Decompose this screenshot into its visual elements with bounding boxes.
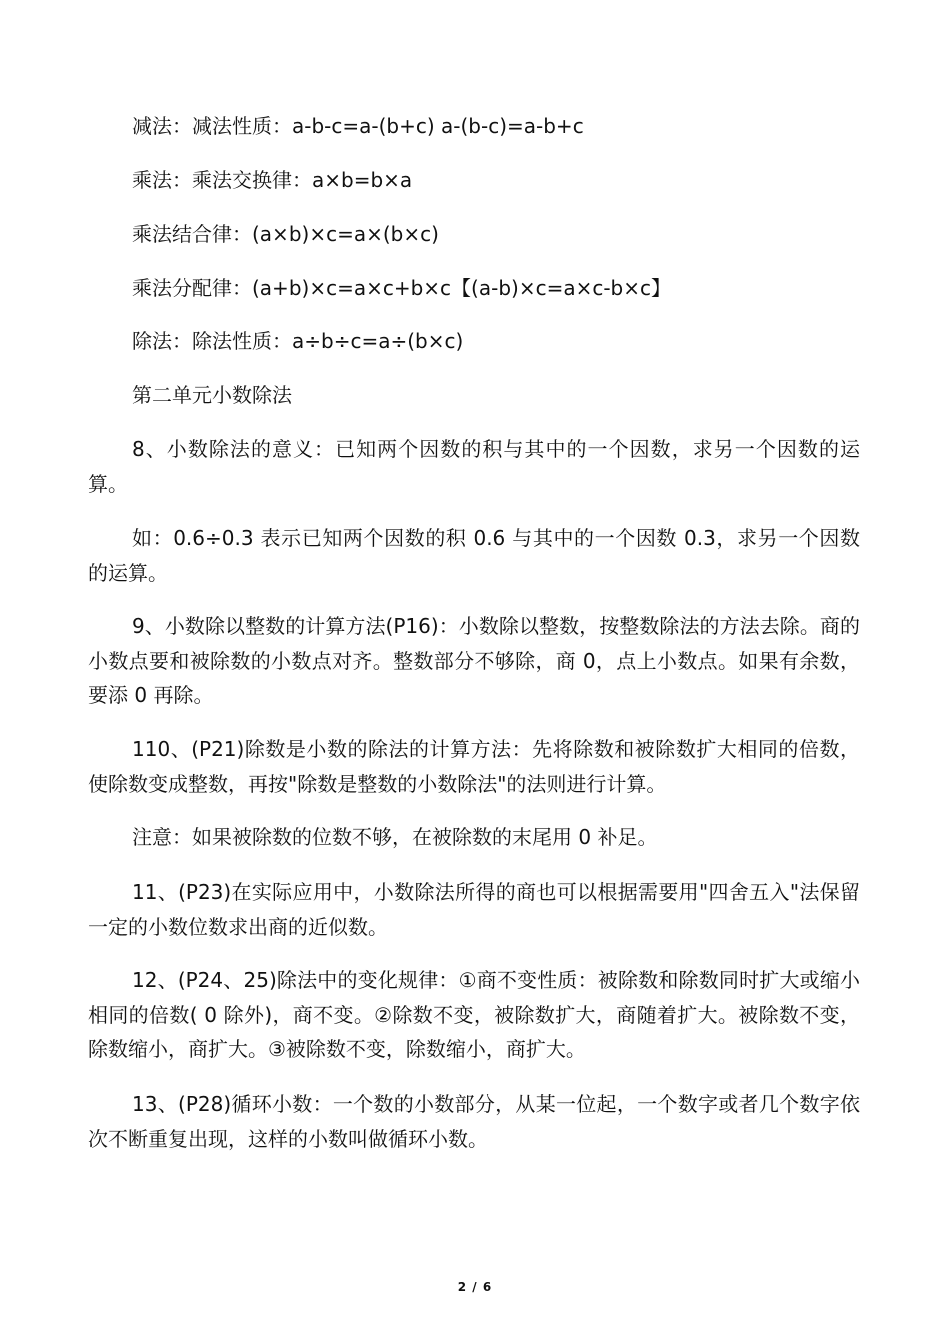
subtraction-property-line: 减法：减法性质：a-b-c=a-(b+c) a-(b-c)=a-b+c xyxy=(132,114,584,138)
paragraph-8-example: 如：0.6÷0.3 表示已知两个因数的积 0.6 与其中的一个因数 0.3，求另一个因数的运算。 xyxy=(88,526,860,585)
multiplication-associative-line: 乘法结合律：(a×b)×c=a×(b×c) xyxy=(132,222,439,246)
division-property-line: 除法：除法性质：a÷b÷c=a÷(b×c) xyxy=(132,329,464,353)
paragraph-11: 11、(P23)在实际应用中，小数除法所得的商也可以根据需要用"四舍五入"法保留一定的小数位数求出商的近似数。 xyxy=(88,880,860,939)
paragraph-10-note: 注意：如果被除数的位数不够，在被除数的末尾用 0 补足。 xyxy=(132,825,658,849)
paragraph-10: 110、(P21)除数是小数的除法的计算方法：先将除数和被除数扩大相同的倍数，使除数变成整数，再按"除数是整数的小数除法"的法则进行计算。 xyxy=(88,737,860,796)
multiplication-distributive-line: 乘法分配律：(a+b)×c=a×c+b×c【(a-b)×c=a×c-b×c】 xyxy=(132,276,672,300)
paragraph-9: 9、小数除以整数的计算方法(P16)：小数除以整数，按整数除法的方法去除。商的小数点要和被除数的小数点对齐。整数部分不够除，商 0，点上小数点。如果有余数，要添 0 再除。 xyxy=(88,614,860,707)
page-number: 2 / 6 xyxy=(457,1280,493,1294)
multiplication-commutative-line: 乘法：乘法交换律：a×b=b×a xyxy=(132,168,413,192)
paragraph-8: 8、小数除法的意义：已知两个因数的积与其中的一个因数，求另一个因数的运算。 xyxy=(88,437,860,496)
paragraph-13: 13、(P28)循环小数：一个数的小数部分，从某一位起，一个数字或者几个数字依次不断重复出现，这样的小数叫做循环小数。 xyxy=(88,1092,860,1151)
unit-heading: 第二单元小数除法 xyxy=(132,383,292,407)
paragraph-12: 12、(P24、25)除法中的变化规律：①商不变性质：被除数和除数同时扩大或缩小相同的倍数( 0 除外)，商不变。②除数不变，被除数扩大，商随着扩大。被除数不变，除数缩小，商扩大。③被除数不变，除数缩小，商扩大。 xyxy=(88,968,860,1061)
